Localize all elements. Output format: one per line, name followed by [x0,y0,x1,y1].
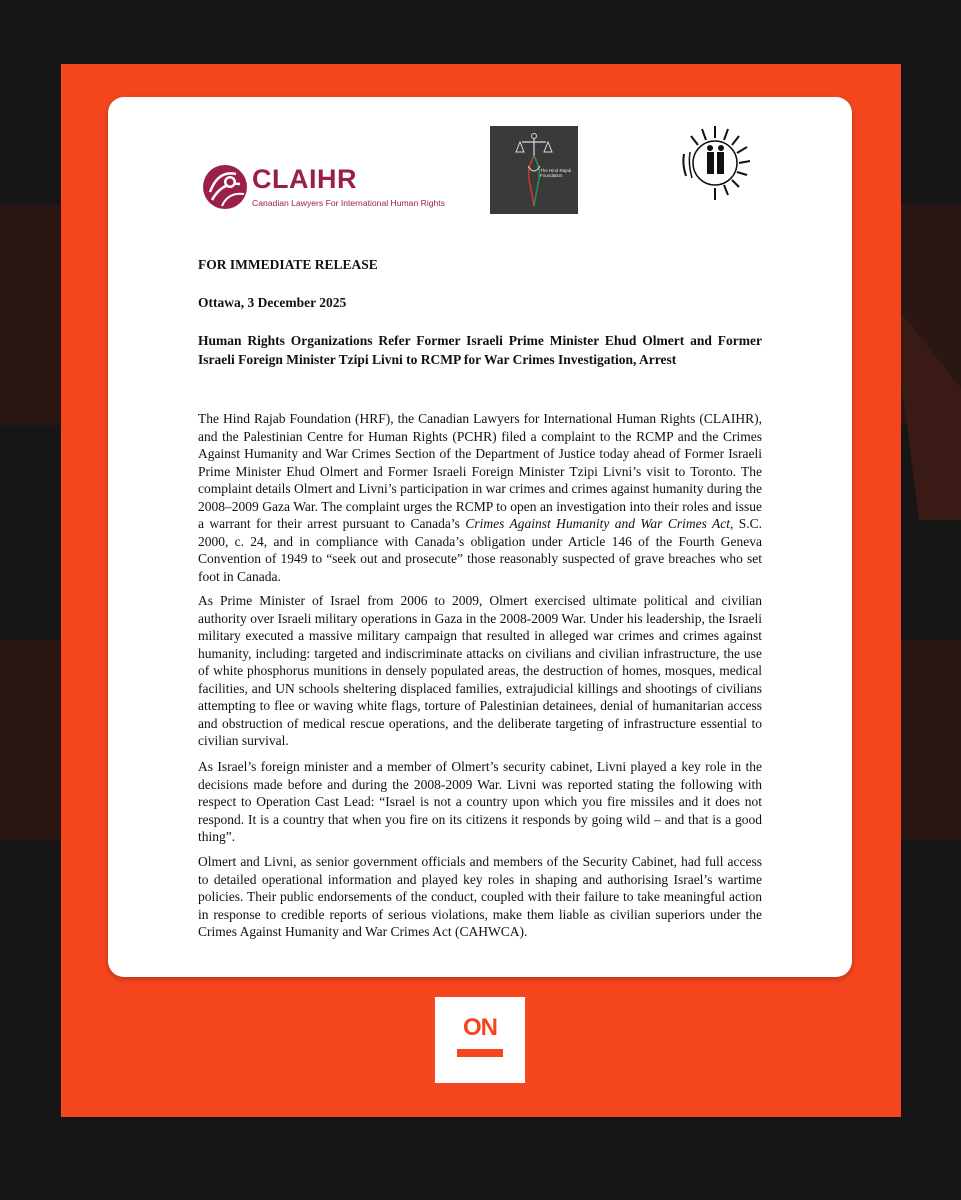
paragraph-1-text-end: , S.C. 2000, c. 24, and in compliance with Canada’s obligation under Article 146 of the Fourth Geneva Convention of 1949 to “seek out and prosecute” those reasonably suspected of grave breaches who set foot in Canada. [198,516,763,584]
dateline: Ottawa, 3 December 2025 [198,295,347,310]
claihr-logo [200,160,445,216]
on-logo [435,997,525,1083]
hind-rajab-foundation-logo [490,126,578,214]
on-underline-bar [457,1049,503,1057]
on-wordmark: ON [463,1014,497,1041]
paragraph-1 [198,410,762,585]
paragraph-2: As Prime Minister of Israel from 2006 to 2009, Olmert exercised ultimate political and civilian authority over Israeli military operations in Gaza in the 2008-2009 War. Under his leadership, the Israeli military executed a massive military campaign that resulted in alleged war crimes and crimes against humanity, including: targeted and indiscriminate attacks on civilians and civilian infrastructure, the use of white phosphorus munitions in densely populated areas, the destruction of homes, mosques, medical facilities, and UN schools sheltering displaced families, extrajudicial killings and shootings of civilians attempting to flee or waving white flags, torture of Palestinian detainees, denial of humanitarian access and obstruction of medical rescue operations, and the deliberate targeting of infrastructure essential to civilian survival. [198,593,762,749]
claihr-wordmark: CLAIHR [252,164,357,194]
paragraph-4: Olmert and Livni, as senior government officials and members of the Security Cabinet, had full access to detailed operational information and played key roles in shaping and authorising Israel’s wartime policies. Their public endorsements of the conduct, coupled with their failure to take meaningful action in response to credible reports of serious violations, make them liable as civilian superiors under the Crimes Against Humanity and War Crimes Act (CAHWCA). [198,854,762,940]
hrf-name: The Hind Rajab Foundation [540,168,572,178]
headline: Human Rights Organizations Refer Former Israeli Prime Minister Ehud Olmert and Former Israeli Foreign Minister Tzipi Livni to RCMP for War Crimes Investigation, Arrest [198,333,762,367]
paragraph-1-text: The Hind Rajab Foundation (HRF), the Canadian Lawyers for International Human Rights (CLAIHR), and the Palestinian Centre for Human Rights (PCHR) filed a complaint to the RCMP and the Crimes Against Humanity and War Crimes Section of the Department of Justice today ahead of Former Israeli Prime Minister Ehud Olmert and Former Israeli Foreign Minister Tzipi Livni’s visit to Toronto. The complaint details Olmert and Livni’s participation in war crimes and crimes against humanity during the 2008–2009 Gaza War. The complaint urges the RCMP to open an investigation into their roles and issue a warrant for their arrest pursuant to Canada’s [198,411,762,532]
pchr-emblem-icon [676,124,754,204]
pchr-logo [676,124,754,204]
release-label: FOR IMMEDIATE RELEASE [198,257,378,272]
act-title: Crimes Against Humanity and War Crimes Act [465,516,730,532]
claihr-tagline: Canadian Lawyers For International Human Rights [252,198,445,208]
claihr-globe-icon [200,162,250,212]
paragraph-3: As Israel’s foreign minister and a member of Olmert’s security cabinet, Livni played a key role in the decisions made before and during the 2008-2009 War. Livni was reported stating the following with respect to Operation Cast Lead: “Israel is not a country upon which you fire missiles and it does not respond. It is a country that when you fire on its citizens it responds by going wild – and that is a good thing”. [198,759,762,845]
